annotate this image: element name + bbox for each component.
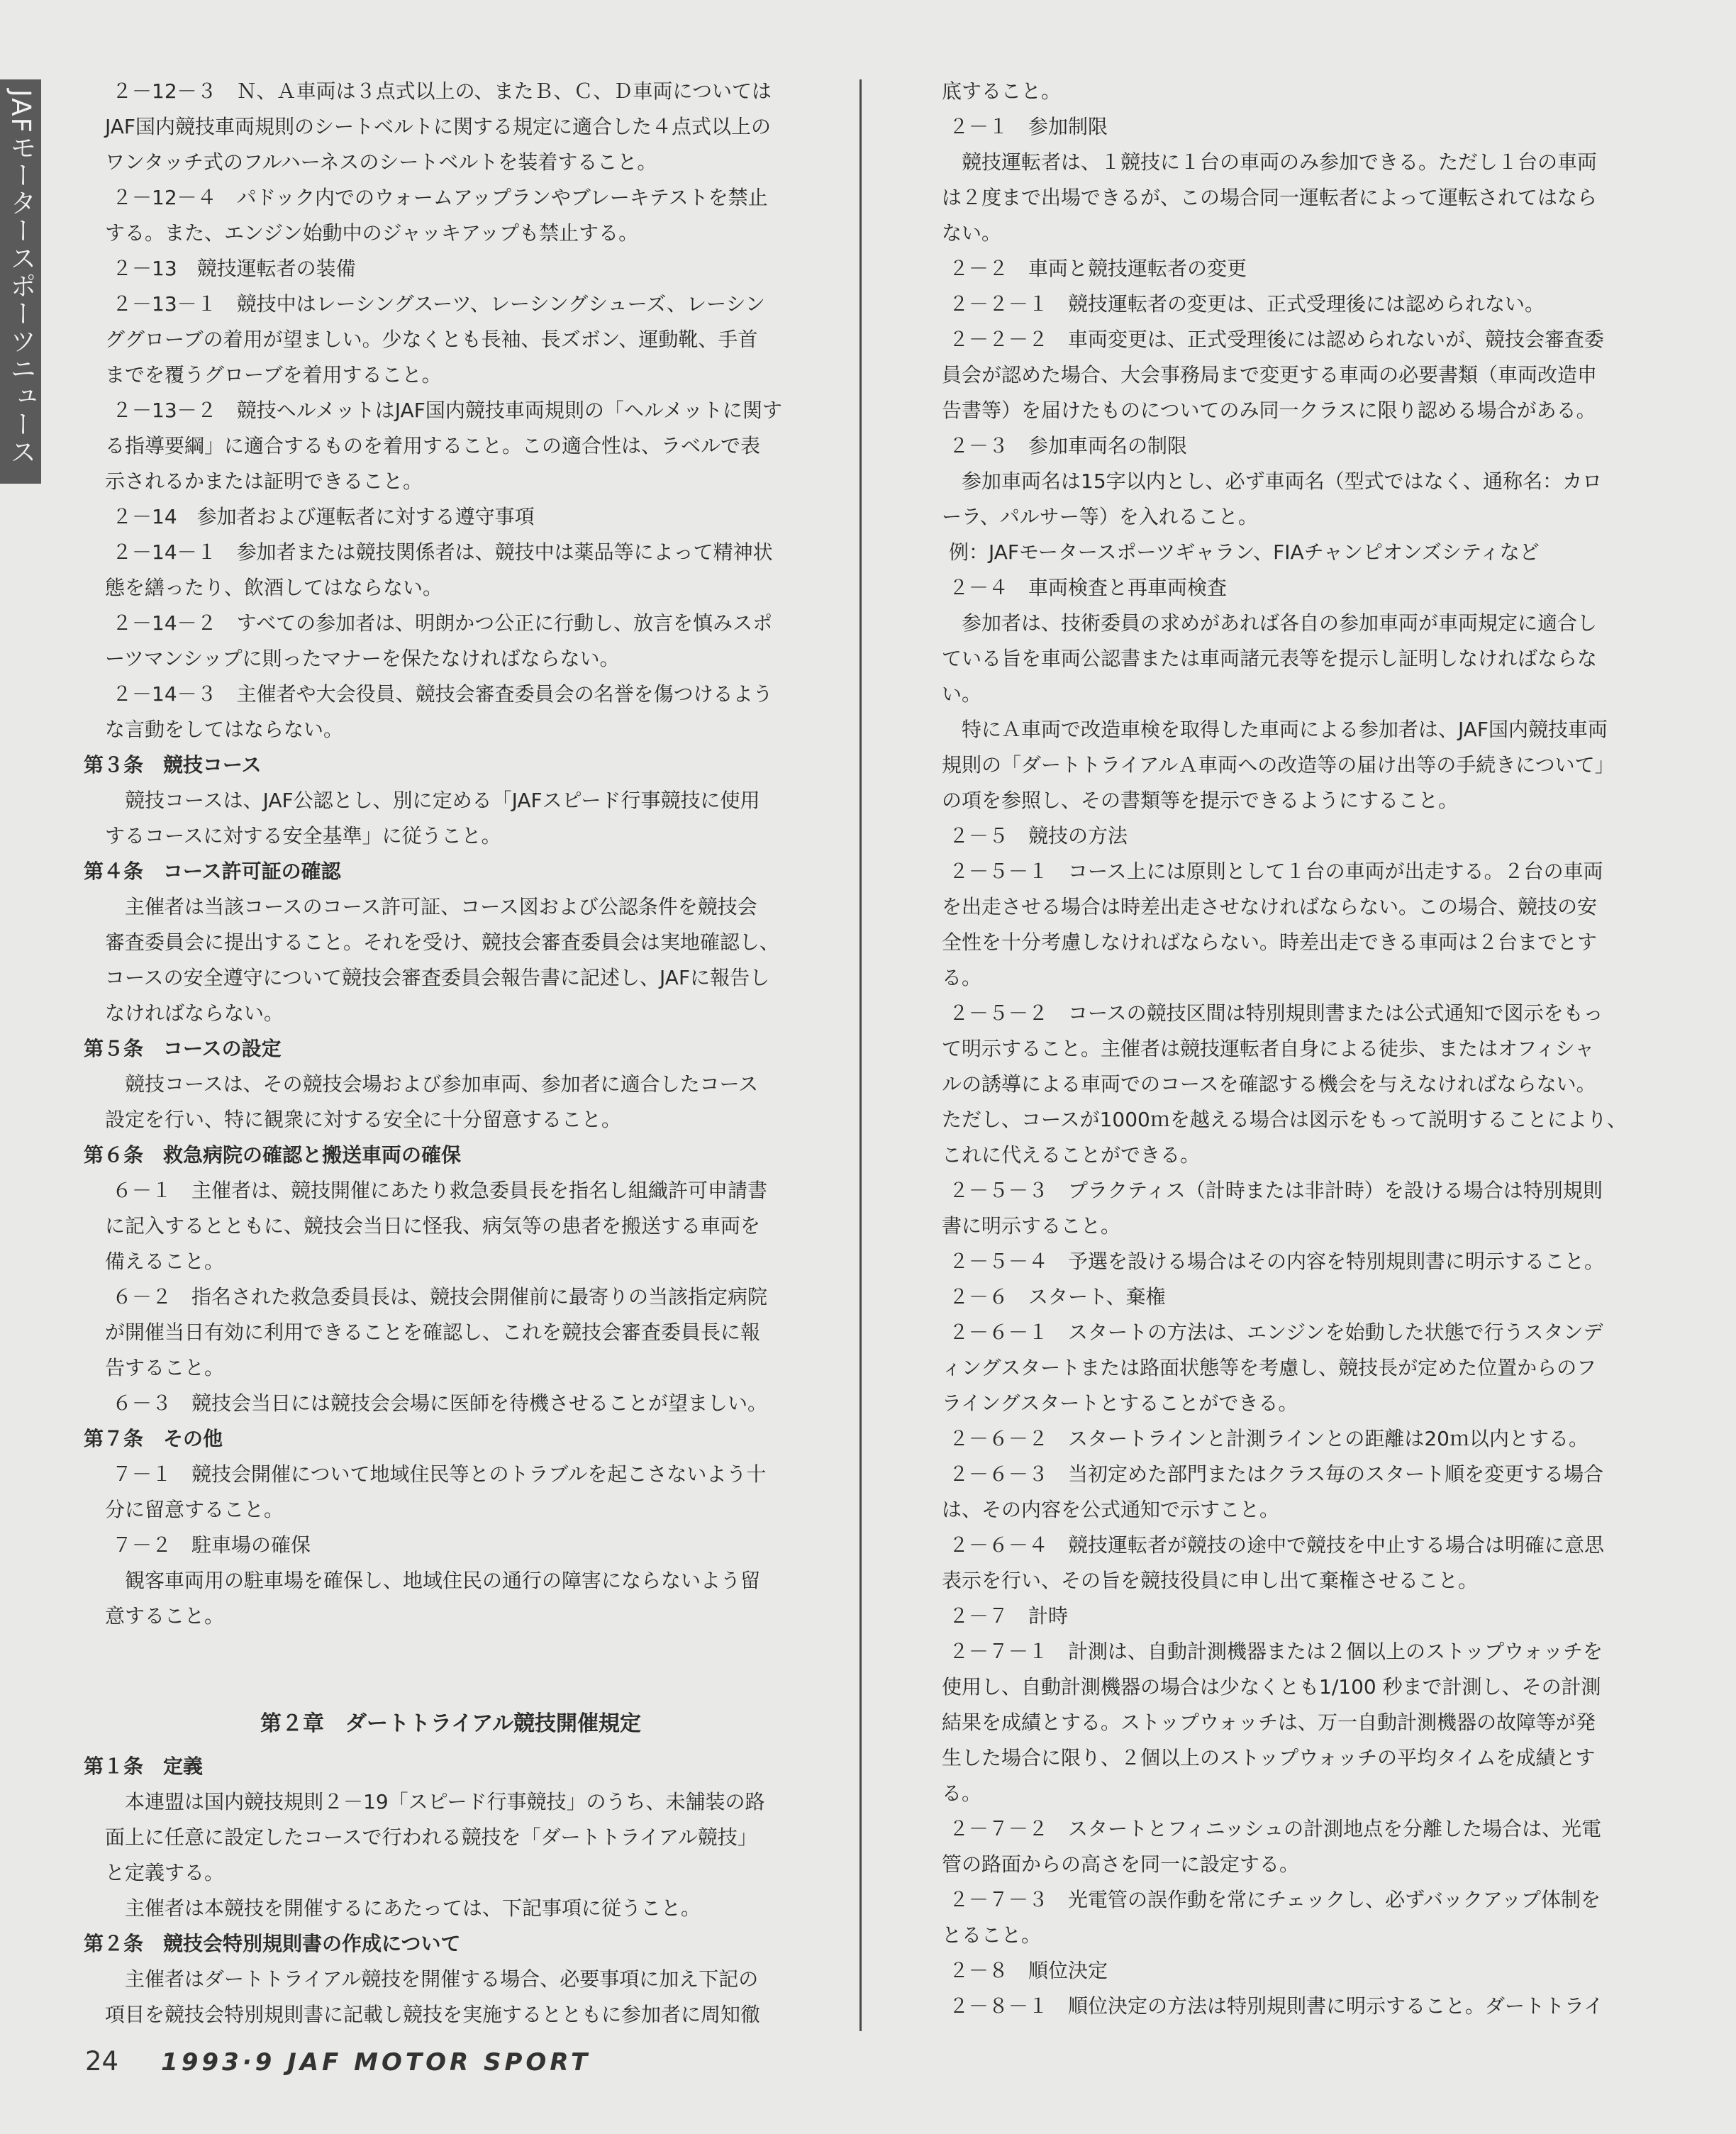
article-heading: 第３条 競技コース [84,753,262,777]
text-line: ２－２－１ 競技運転者の変更は、正式受理後には認められない。 [949,292,1545,316]
text-line: ルの誘導による車両でのコースを確認する機会を与えなければならない。 [942,1072,1596,1096]
section-tab [0,79,41,484]
text-line: 示されるかまたは証明できること。 [105,469,423,493]
left-text-column [84,74,796,2033]
article-heading: 第２条 競技会特別規則書の作成について [84,1932,461,1955]
text-line: する。また、エンジン始動中のジャッキアップも禁止する。 [105,221,639,245]
text-line: ２－14－３ 主催者や大会役員、競技会審査委員会の名誉を傷つけるよう [112,682,773,706]
text-line: ２－５－４ 予選を設ける場合はその内容を特別規則書に明示すること。 [949,1250,1605,1273]
text-line: ２－６－３ 当初定めた部門またはクラス毎のスタート順を変更する場合 [949,1462,1604,1486]
text-line: ２－４ 車両検査と再車両検査 [949,576,1228,599]
text-line: ２－７ 計時 [949,1604,1069,1628]
text-line: ２－６－１ スタートの方法は、エンジンを始動した状態で行うスタンデ [949,1321,1603,1344]
text-line: ２－５－１ コース上には原則として１台の車両が出走する。２台の車両 [949,860,1603,883]
text-line: 競技コースは、その競技会場および参加車両、参加者に適合したコース [125,1072,759,1096]
text-line: ６－３ 競技会当日には競技会会場に医師を待機させることが望ましい。 [112,1391,768,1415]
text-line: ２－14－１ 参加者または競技関係者は、競技中は薬品等によって精神状 [112,540,773,564]
text-line: 主催者はダートトライアル競技を開催する場合、必要事項に加え下記の [125,1967,759,1991]
text-line: 本連盟は国内競技規則２－19「スピード行事競技」のうち、未舗装の路 [125,1790,765,1813]
text-line: ワンタッチ式のフルハーネスのシートベルトを装着すること。 [105,150,657,174]
text-line: ２－13－２ 競技ヘルメットはJAF国内競技車両規則の「ヘルメットに関す [112,399,782,422]
text-line: 意すること。 [105,1604,225,1628]
text-line: と定義する。 [105,1861,225,1884]
text-line: ７－１ 競技会開催について地域住民等とのトラブルを起こさないよう十 [112,1462,767,1486]
text-line: 特にＡ車両で改造車検を取得した車両による参加者は、JAF国内競技車両 [962,718,1608,741]
text-line: は、その内容を公式通知で示すこと。 [942,1498,1280,1521]
text-line: ２－14 参加者および運転者に対する遵守事項 [112,505,535,528]
text-line: ２－２－２ 車両変更は、正式受理後には認められないが、競技会審査委 [949,328,1605,351]
text-line: 表示を行い、その旨を競技役員に申し出て棄権させること。 [942,1569,1479,1592]
text-line: ２－８－１ 順位決定の方法は特別規則書に明示すること。ダートトライ [949,1994,1604,2018]
text-line: 告書等）を届けたものについてのみ同一クラスに限り認める場合がある。 [942,399,1596,422]
text-line: 全性を十分考慮しなければならない。時差出走できる車両は２台までとす [942,930,1598,954]
text-line: 面上に任意に設定したコースで行われる競技を「ダートトライアル競技」 [105,1825,757,1849]
text-line: ２－12－４ パドック内でのウォームアップランやブレーキテストを禁止 [112,186,768,209]
text-line: ２－13－１ 競技中はレーシングスーツ、レーシングシューズ、レーシン [112,292,765,316]
text-line: は２度まで出場できるが、この場合同一運転者によって運転されてはなら [942,186,1598,209]
text-line: が開催当日有効に利用できることを確認し、これを競技会審査委員長に報 [105,1321,761,1344]
text-line: 告すること。 [105,1356,225,1379]
text-line: 主催者は当該コースのコース許可証、コース図および公認条件を競技会 [125,895,757,918]
text-line: JAF国内競技車両規則のシートベルトに関する規定に適合した４点式以上の [105,115,772,138]
text-line: ２－14－２ すべての参加者は、明朗かつ公正に行動し、放言を慎みスポ [112,611,773,635]
text-line: い。 [942,682,982,706]
text-line: 底すること。 [942,79,1062,103]
text-line: ２－６－４ 競技運転者が競技の途中で競技を中止する場合は明確に意思 [949,1533,1605,1557]
right-text-column [942,74,1630,2024]
magazine-title: 1993·9 JAF MOTOR SPORT [161,2048,591,2077]
text-line: ２－７－３ 光電管の誤作動を常にチェックし、必ずバックアップ体制を [949,1888,1601,1911]
text-line: を出走させる場合は時差出走させなければならない。この場合、競技の安 [942,895,1598,918]
text-line: て明示すること。主催者は競技運転者自身による徒歩、またはオフィシャ [942,1037,1595,1060]
text-line: 生した場合に限り、２個以上のストップウォッチの平均タイムを成績とす [942,1746,1596,1769]
text-line: 使用し、自動計測機器の場合は少なくとも1/100 秒まで計測し、その計測 [942,1675,1601,1699]
text-line: 分に留意すること。 [105,1498,284,1521]
text-line: 参加者は、技術委員の求めがあれば各自の参加車両が車両規定に適合し [962,611,1598,635]
article-heading: 第５条 コースの設定 [84,1037,282,1060]
page-footer [85,2046,591,2077]
text-line: 項目を競技会特別規則書に記載し競技を実施するとともに参加者に周知徹 [105,2003,761,2026]
text-line: なければならない。 [105,1001,284,1025]
text-line: に記入するとともに、競技会当日に怪我、病気等の患者を搬送する車両を [105,1214,761,1238]
text-line: ライングスタートとすることができる。 [942,1391,1298,1415]
section-tab-label: JAFモータースポーツニュース [6,89,36,466]
text-line: 競技コースは、JAF公認とし、別に定める「JAFスピード行事競技に使用 [125,789,760,812]
text-line: 例：JAFモータースポーツギャラン、FIAチャンピオンズシティなど [949,540,1540,564]
text-line: な言動をしてはならない。 [105,718,344,741]
text-line: ２－５－２ コースの競技区間は特別規則書または公式通知で図示をもっ [949,1001,1603,1025]
text-line: ２－13 競技運転者の装備 [112,257,356,280]
text-line: ググローブの着用が望ましい。少なくとも長袖、長ズボン、運動靴、手首 [105,328,758,351]
text-line: 態を繕ったり、飲酒してはならない。 [105,576,443,599]
column-divider [859,79,862,2031]
text-line: 備えること。 [105,1250,225,1273]
text-line: ２－５－３ プラクティス（計時または非計時）を設ける場合は特別規則 [949,1179,1603,1202]
text-line: ない。 [942,221,1002,245]
text-line: ２－８ 順位決定 [949,1959,1108,1982]
text-line: ２－12－３ Ｎ、Ａ車両は３点式以上の、またＢ、Ｃ、Ｄ車両については [112,79,772,103]
text-line: る。 [942,966,982,989]
text-line: とること。 [942,1923,1042,1947]
text-line: ２－７－２ スタートとフィニッシュの計測地点を分離した場合は、光電 [949,1817,1602,1840]
text-line: ６－１ 主催者は、競技開催にあたり救急委員長を指名し組織許可申請書 [112,1179,768,1202]
text-line: 競技運転者は、１競技に１台の車両のみ参加できる。ただし１台の車両 [962,150,1598,174]
text-line: するコースに対する安全基準」に従うこと。 [105,824,501,848]
text-line: 結果を成績とする。ストップウォッチは、万一自動計測機器の故障等が発 [942,1711,1596,1734]
text-line: ている旨を車両公認書または車両諸元表等を提示し証明しなければならな [942,647,1598,670]
text-line: ２－６ スタート、棄権 [949,1285,1166,1308]
text-line: ２－５ 競技の方法 [949,824,1128,848]
text-line: ィングスタートまたは路面状態等を考慮し、競技長が定めた位置からのフ [942,1356,1597,1379]
text-line: 員会が認めた場合、大会事務局まで変更する車両の必要書類（車両改造申 [942,363,1598,387]
text-line: ２－６－２ スタートラインと計測ラインとの距離は20ｍ以内とする。 [949,1427,1588,1450]
text-line: ２－１ 参加制限 [949,115,1108,138]
page-number: 24 [85,2046,119,2077]
article-heading: 第７条 その他 [84,1427,223,1450]
text-line: コースの安全遵守について競技会審査委員会報告書に記述し、JAFに報告し [105,966,770,989]
article-heading: 第１条 定義 [84,1755,204,1778]
text-line: ２－２ 車両と競技運転者の変更 [949,257,1247,280]
chapter-heading: 第２章 ダートトライアル競技開催規定 [260,1711,641,1736]
text-line: これに代えることができる。 [942,1143,1201,1167]
text-line: ２－３ 参加車両名の制限 [949,434,1188,457]
text-line: 設定を行い、特に観衆に対する安全に十分留意すること。 [105,1108,622,1131]
text-line: までを覆うグローブを着用すること。 [105,363,442,387]
article-heading: 第４条 コース許可証の確認 [84,860,341,883]
text-line: 参加車両名は15字以内とし、必ず車両名（型式ではなく、通称名：カロ [962,469,1603,493]
text-line: る指導要綱」に適合するものを着用すること。この適合性は、ラベルで表 [105,434,761,457]
text-line: ２－７－１ 計測は、自動計測機器または２個以上のストップウォッチを [949,1640,1603,1663]
text-line: 書に明示すること。 [942,1214,1121,1238]
text-line: ーツマンシップに則ったマナーを保たなければならない。 [105,647,620,670]
article-heading: 第６条 救急病院の確認と搬送車両の確保 [84,1143,462,1167]
text-line: ６－２ 指名された救急委員長は、競技会開催前に最寄りの当該指定病院 [112,1285,768,1308]
text-line: 主催者は本競技を開催するにあたっては、下記事項に従うこと。 [125,1896,701,1920]
text-line: の項を参照し、その書類等を提示できるようにすること。 [942,789,1459,812]
text-line: ただし、コースが1000ｍを越える場合は図示をもって説明することにより、 [942,1108,1627,1131]
text-line: 管の路面からの高さを同一に設定する。 [942,1852,1300,1876]
text-line: 審査委員会に提出すること。それを受け、競技会審査委員会は実地確認し、 [105,930,779,954]
text-line: ７－２ 駐車場の確保 [112,1533,311,1557]
text-line: 観客車両用の駐車場を確保し、地域住民の通行の障害にならないよう留 [125,1569,761,1592]
text-line: ーラ、パルサー等）を入れること。 [942,505,1258,528]
text-line: 規則の「ダートトライアルＡ車両への改造等の届け出等の手続きについて」 [942,753,1615,777]
text-line: る。 [942,1782,982,1805]
